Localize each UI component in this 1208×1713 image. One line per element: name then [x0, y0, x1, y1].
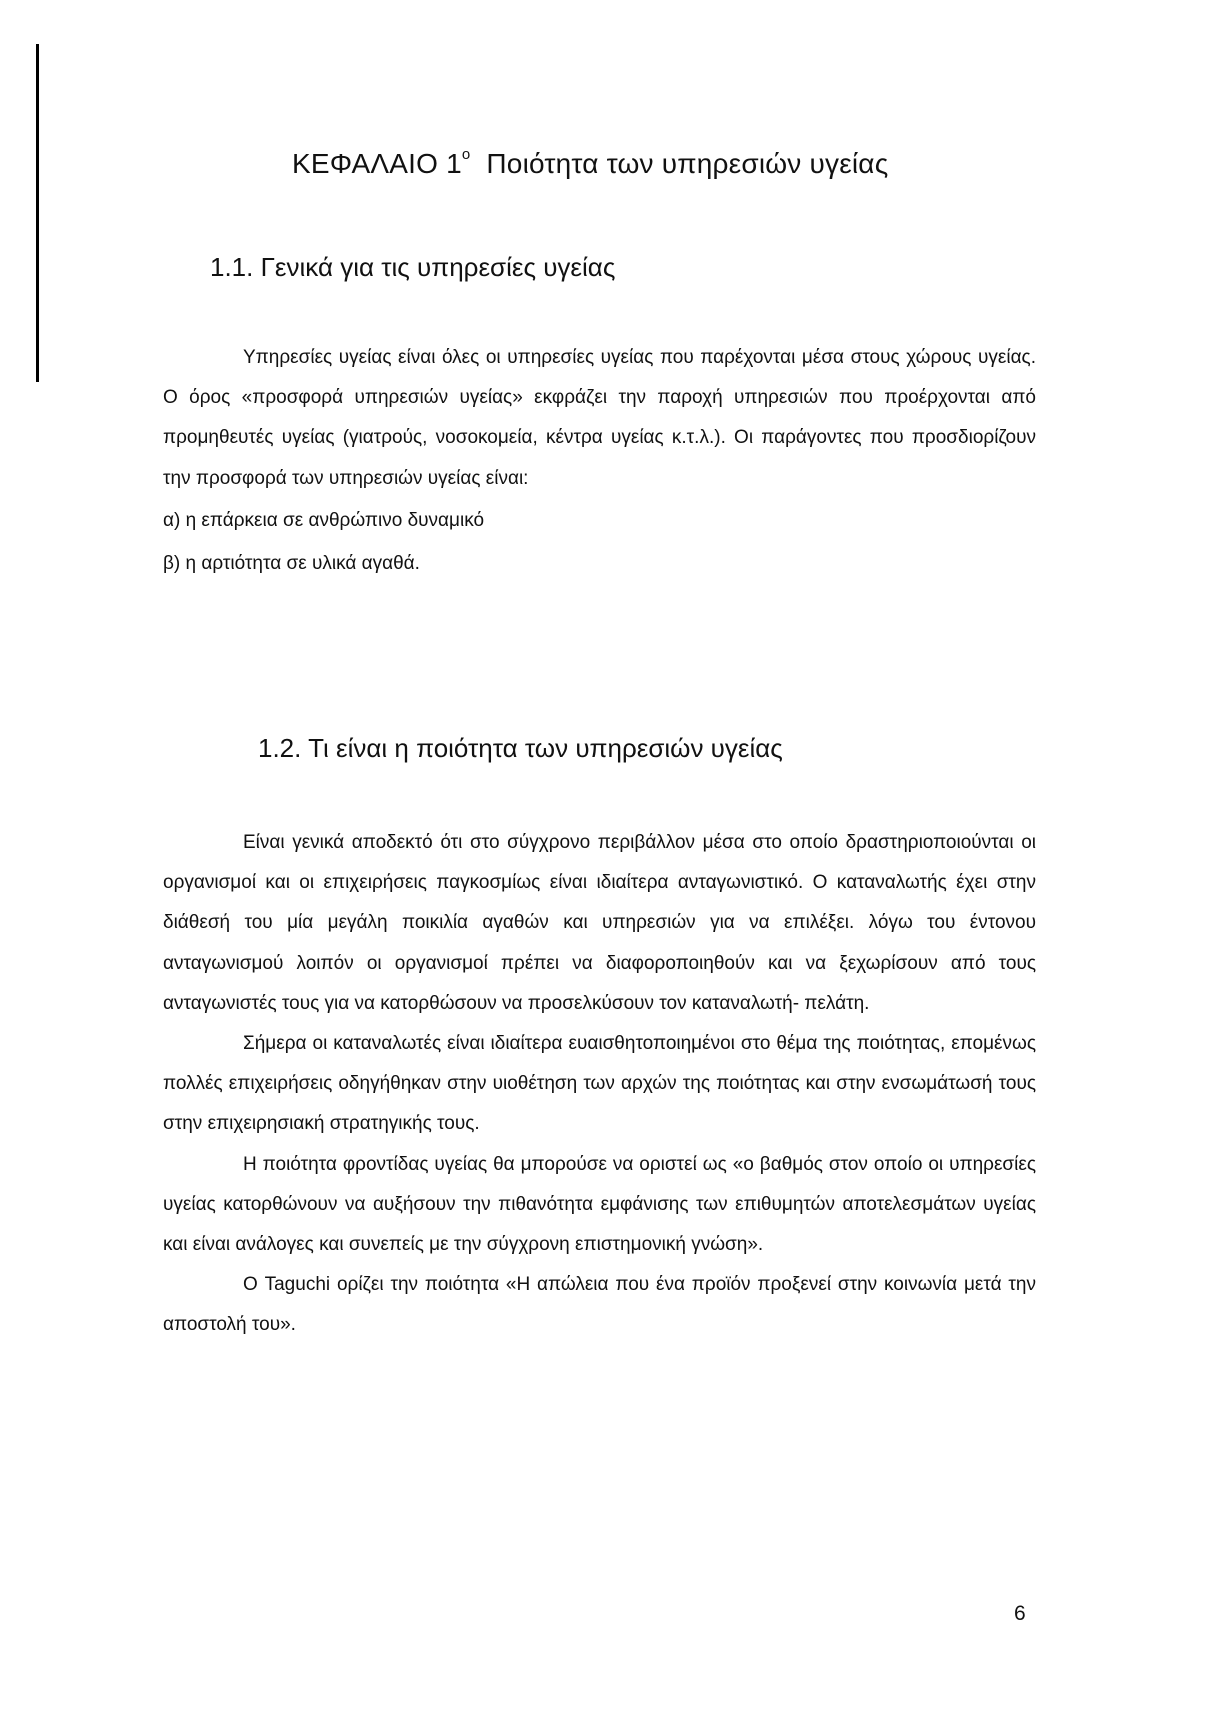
section-heading-1-1: 1.1. Γενικά για τις υπηρεσίες υγείας	[210, 252, 616, 282]
section-heading-1-2: 1.2. Τι είναι η ποιότητα των υπηρεσιών υγείας	[258, 733, 783, 763]
page-number: 6	[1014, 1602, 1026, 1625]
chapter-prefix: ΚΕΦΑΛΑΙΟ 1	[292, 148, 462, 179]
chapter-title	[292, 148, 888, 180]
paragraph: Η ποιότητα φροντίδας υγείας θα μπορούσε να οριστεί ως «ο βαθμός στον οποίο οι υπηρεσίες υγείας κατορθώνουν να αυξήσουν την πιθανότητα εμφάνισης των επιθυμητών αποτελεσμάτων υγείας και είναι ανάλογες και συνεπείς με την σύγχρονη επιστημονική γνώση».	[163, 1153, 1036, 1256]
list-item: α) η επάρκεια σε ανθρώπινο δυναμικό	[163, 509, 485, 531]
paragraph: Ο Taguchi ορίζει την ποιότητα «Η απώλεια που ένα προϊόν προξενεί στην κοινωνία μετά την αποστολή του».	[163, 1274, 1036, 1336]
paragraph: Υπηρεσίες υγείας είναι όλες οι υπηρεσίες υγείας που παρέχονται μέσα στους χώρους υγείας. Ο όρος «προσφορά υπηρεσιών υγείας» εκφράζει την παροχή υπηρεσιών που προέρχονται από προμηθευτές υγείας (γιατρούς, νοσοκομεία, κέντρα υγείας κ.τ.λ.). Οι παράγοντες που προσδιορίζουν την προσφορά των υπηρεσιών υγείας είναι:	[163, 347, 1036, 489]
paragraph: Σήμερα οι καταναλωτές είναι ιδιαίτερα ευαισθητοποιημένοι στο θέμα της ποιότητας, επομένως πολλές επιχειρήσεις οδηγήθηκαν στην υιοθέτηση των αρχών της ποιότητας και στην ενσωμάτωσή τους στην επιχειρησιακή στρατηγικής τους.	[163, 1033, 1036, 1135]
list-item: β) η αρτιότητα σε υλικά αγαθά.	[163, 552, 420, 574]
chapter-title-text: Ποιότητα των υπηρεσιών υγείας	[486, 148, 889, 179]
chapter-superscript: ο	[461, 146, 471, 163]
margin-line	[36, 44, 39, 382]
section-1-1-body	[163, 338, 1036, 585]
paragraph: Είναι γενικά αποδεκτό ότι στο σύγχρονο περιβάλλον μέσα στο οποίο δραστηριοποιούνται οι οργανισμοί και οι επιχειρήσεις παγκοσμίως είναι ιδιαίτερα ανταγωνιστικό. Ο καταναλωτής έχει στην διάθεσή του μία μεγάλη ποικιλία αγαθών και υπηρεσιών για να επιλέξει. λόγω του έντονου ανταγωνισμού λοιπόν οι οργανισμοί πρέπει να διαφοροποιηθούν και να ξεχωρίσουν από τους ανταγωνιστές τους για να κατορθώσουν να προσελκύσουν τον καταναλωτή- πελάτη.	[163, 832, 1036, 1014]
section-1-2-body	[163, 823, 1036, 1346]
